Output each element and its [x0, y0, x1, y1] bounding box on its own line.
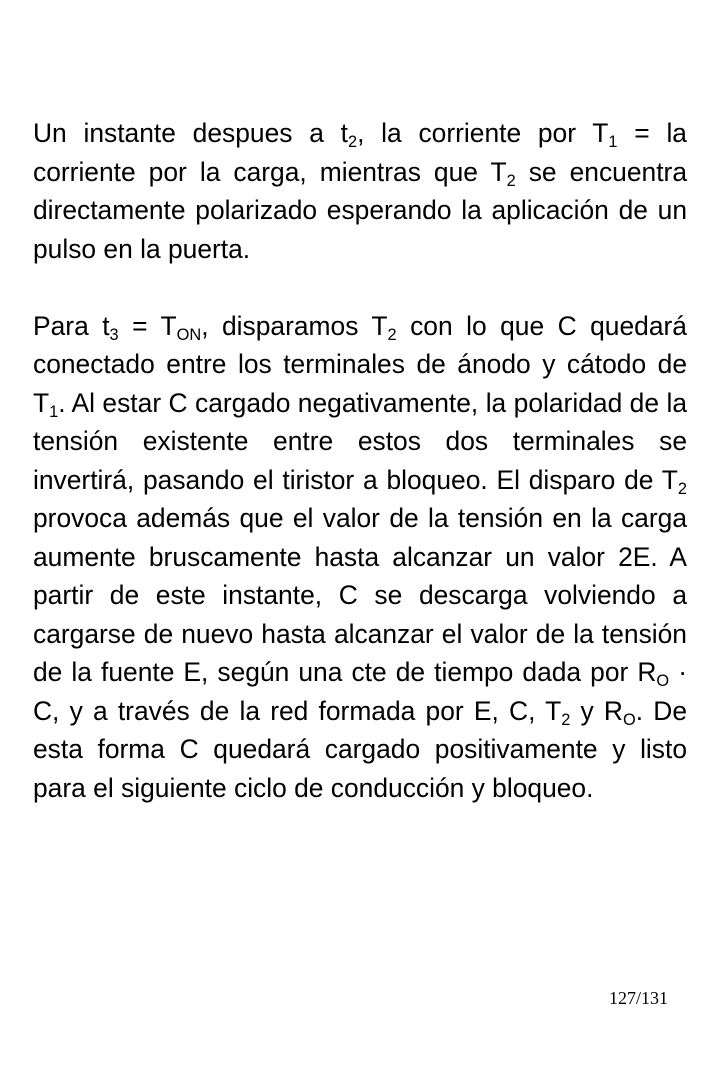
- text-run: se encuentra directamente polarizado esperando la aplicación de un pulso en la puerta.: [33, 156, 687, 264]
- subscript: O: [623, 710, 636, 729]
- text-run: Un instante despues a t: [33, 118, 348, 148]
- text-run: provoca además que el valor de la tensión en la carga aumente bruscamente hasta alcanzar un valor 2E. A partir de este instante, C se descarga volviendo a cargarse de nuevo hasta alcanzar el valor de la tensión de la fuente E, según una cte de tiempo dada por R: [33, 503, 687, 687]
- text-run: , disparamos T: [201, 310, 388, 341]
- subscript: 2: [387, 325, 397, 344]
- subscript: 3: [109, 325, 119, 344]
- text-run: Para t: [33, 310, 110, 341]
- text-run: y R: [570, 695, 623, 726]
- subscript: 1: [49, 402, 59, 421]
- subscript: 2: [677, 479, 687, 498]
- subscript: 2: [561, 710, 571, 729]
- subscript: O: [656, 671, 670, 690]
- text-run: , la corriente por T: [357, 118, 609, 148]
- subscript: ON: [176, 325, 202, 344]
- body-text: [33, 114, 687, 807]
- subscript: 1: [608, 132, 618, 151]
- subscript: 2: [506, 171, 516, 190]
- paragraph-2: [33, 307, 687, 808]
- text-run: . Al estar C cargado negativamente, la polaridad de la tensión existente entre estos dos terminales se invertirá, pasando el tiristor a bloqueo. El disparo de T: [33, 387, 687, 495]
- text-run: = T: [118, 310, 177, 341]
- text-run: · C, y a través de la red formada por E, C, T: [33, 657, 687, 726]
- text-run: . De esta forma C quedará cargado positivamente y listo para el siguiente ciclo de conducción y bloqueo.: [33, 695, 687, 803]
- page-number: 127/131: [608, 988, 668, 1008]
- text-run: con lo que C quedará conectado entre los terminales de ánodo y cátodo de T: [33, 310, 687, 418]
- paragraph-1: [33, 114, 687, 268]
- subscript: 2: [347, 132, 358, 151]
- text-run: = la corriente por la carga, mientras que T: [33, 118, 687, 187]
